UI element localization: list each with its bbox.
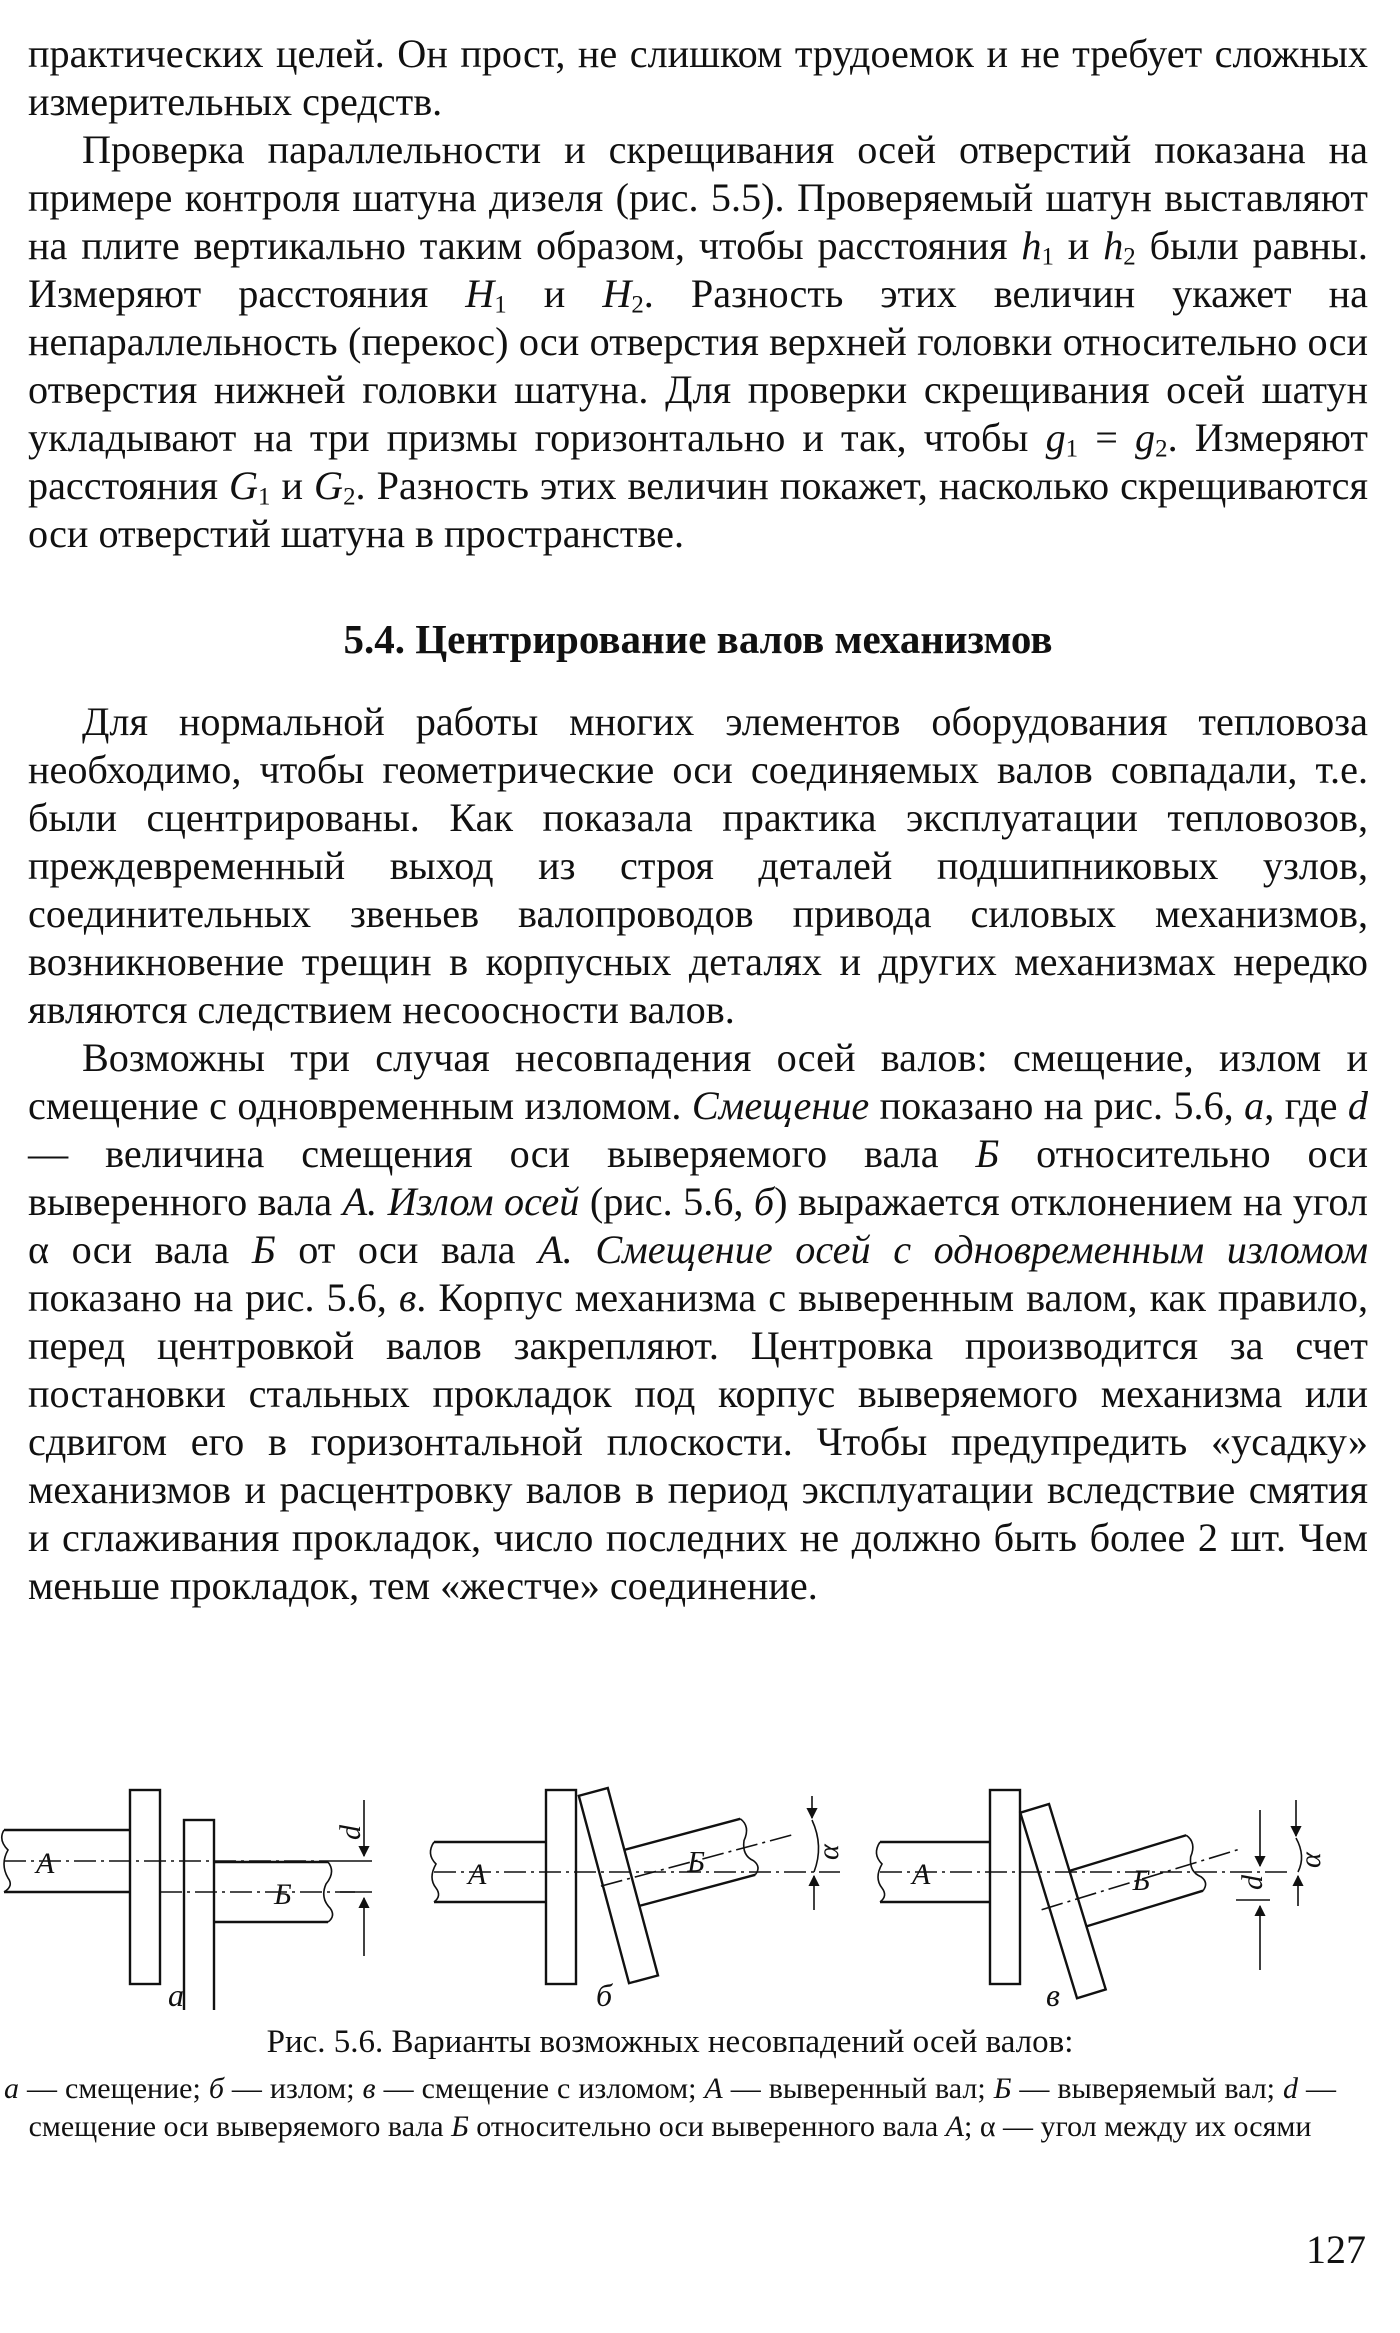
text-segment: . Разность этих величин покажет, насколько скрещиваются оси отверстий шатуна в пространстве. (28, 463, 1368, 556)
paragraph-p3 (28, 698, 1368, 1034)
text-segment: G (314, 463, 344, 508)
text-segment: Б (975, 1131, 1000, 1176)
text-segment: 1 (1065, 435, 1079, 463)
text-segment: 2 (631, 291, 644, 319)
text-segment: 1 (258, 483, 271, 511)
paragraph-p2 (28, 126, 1368, 558)
book-page (28, 30, 1368, 1610)
text-segment: — величина смещения оси выверяемого вала (28, 1131, 976, 1176)
figure-legend (0, 2070, 1340, 2146)
variant-a-offset (2, 1790, 372, 2010)
text-segment: , где (1264, 1083, 1348, 1128)
figure-5-6 (0, 1780, 1340, 2010)
text-segment: = (1078, 415, 1136, 460)
text-segment: — излом; (223, 2072, 363, 2105)
label-shaft-b-2: Б (687, 1845, 705, 1879)
text-segment: 2 (1155, 435, 1168, 463)
text-segment: G (228, 463, 259, 508)
variant-v-offset-angle (876, 1780, 1327, 2010)
text-segment: и (506, 271, 603, 316)
label-shaft-a-2: А (468, 1858, 487, 1891)
text-segment: . Разность этих величин укажет на непараллельность (перекос) оси отверстия верхней головки относительно оси отверстия нижней головки шатуна. Для проверки скрещивания осей шатун укладывают на три призмы горизонтально и так, чтобы (28, 271, 1368, 460)
label-shaft-b: Б (274, 1878, 292, 1911)
text-segment: d (1283, 2072, 1298, 2105)
text-segment: g (1045, 415, 1066, 460)
text-segment: А (704, 2072, 723, 2105)
text-segment: а (4, 2072, 19, 2105)
text-segment: H (602, 271, 632, 316)
text-segment: . Корпус механизма с выверенным валом, как правило, перед центровкой валов закрепляют. Центровка производится за счет постановки стальных прокладок под корпус выверяемого механизма или сдвигом его в горизонтальной плоскости. Чтобы предупредить «усадку» механизмов и расцентровку валов в период эксплуатации вследствие смятия и сглаживания прокладок, число последних не должно быть более 2 шт. Чем меньше прокладок, тем «жестче» соединение. (28, 1275, 1368, 1608)
text-segment: в (398, 1275, 417, 1320)
paragraph-p1 (28, 30, 1368, 126)
sublabel-b: б (596, 1977, 613, 2010)
sublabel-a: а (168, 1977, 184, 2010)
text-segment: А. Излом осей (342, 1179, 580, 1224)
label-offset-d: d (334, 1825, 367, 1840)
paragraph-p4 (28, 1034, 1368, 1610)
text-block-section (28, 698, 1368, 1610)
text-segment: Б (251, 1227, 276, 1272)
variant-b-angle (430, 1780, 845, 2010)
text-segment: d (1347, 1083, 1368, 1128)
text-segment: и (270, 463, 315, 508)
text-segment: h (1021, 223, 1042, 268)
text-segment: 1 (494, 291, 507, 319)
label-angle-alpha: α (812, 1844, 845, 1860)
text-segment: — выверяемый вал; (1011, 2072, 1283, 2105)
text-segment: Смещение (691, 1083, 870, 1128)
text-segment: 2 (1123, 243, 1136, 271)
text-block-top (28, 30, 1368, 558)
text-segment: А. Смещение осей с одновременным изломом (538, 1227, 1368, 1272)
page-number: 127 (1306, 2227, 1366, 2272)
text-segment: относительно оси выверенного вала (468, 2110, 946, 2143)
figure-title: Рис. 5.6. Варианты возможных несовпадений осей валов: (266, 2024, 1074, 2060)
text-segment: Возможны три случая несовпадения осей валов: смещение, излом и смещение с одновременным изломом. (28, 1035, 1368, 1128)
text-segment: относительно оси выверенного вала (28, 1131, 1368, 1224)
text-segment: б (753, 1179, 775, 1224)
text-segment: Б (993, 2072, 1012, 2105)
text-segment: — выверенный вал; (722, 2072, 994, 2105)
text-segment: h (1103, 223, 1124, 268)
shaft-misalignment-diagram (0, 1780, 1340, 2010)
text-segment: а (1244, 1083, 1265, 1128)
label-angle-alpha-2: α (1294, 1852, 1327, 1868)
label-shaft-b-3: Б (1132, 1863, 1151, 1897)
text-segment: . Измеряют расстояния (28, 415, 1368, 508)
text-segment: показано на рис. 5.6, (869, 1083, 1245, 1128)
text-segment: Для нормальной работы многих элементов оборудования тепловоза необходимо, чтобы геометрические оси соединяемых валов совпадали, т.е. были сцентрированы. Как показала практика эксплуатации тепловозов, преждевременный выход из строя деталей подшипниковых узлов, соединительных звеньев валопроводов привода силовых механизмов, возникновение трещин в корпусных деталях и других механизмах нередко являются следствием несоосности валов. (28, 699, 1368, 1032)
text-segment: практических целей. Он прост, не слишком трудоемок и не требует сложных измерительных средств. (28, 31, 1368, 124)
text-segment: — смещение с изломом; (375, 2072, 705, 2105)
text-segment: в (362, 2072, 376, 2105)
label-offset-d-2: d (1236, 1875, 1269, 1890)
text-segment: (рис. 5.6, (579, 1179, 754, 1224)
text-segment: были равны. Измеряют расстояния (28, 223, 1368, 316)
text-segment: А (945, 2110, 964, 2143)
section-heading: 5.4. Центрирование валов механизмов (343, 616, 1053, 662)
text-segment: — смещение; (19, 2072, 209, 2105)
text-segment: ) выражается отклонением на угол α оси вала (28, 1179, 1368, 1272)
text-segment: 2 (343, 483, 356, 511)
text-segment: от оси вала (275, 1227, 539, 1272)
figure-caption (0, 2022, 1340, 2146)
label-shaft-a: А (36, 1847, 55, 1880)
text-segment: показано на рис. 5.6, (28, 1275, 399, 1320)
text-segment: H (465, 271, 495, 316)
sublabel-v: в (1046, 1977, 1060, 2010)
text-segment: ; α — угол между их осями (963, 2110, 1312, 2143)
text-segment: Проверка параллельности и скрещивания осей отверстий показана на примере контроля шатуна дизеля (рис. 5.5). Проверяемый шатун выставляют на плите вертикально таким образом, чтобы расстояния (28, 127, 1368, 268)
text-segment: б (208, 2072, 224, 2105)
text-segment: и (1053, 223, 1104, 268)
text-segment: g (1135, 415, 1156, 460)
text-segment: 1 (1041, 243, 1054, 271)
text-segment: Б (451, 2110, 469, 2143)
text-segment: — смещение оси выверяемого вала (28, 2072, 1337, 2143)
label-shaft-a-3: А (912, 1858, 931, 1891)
